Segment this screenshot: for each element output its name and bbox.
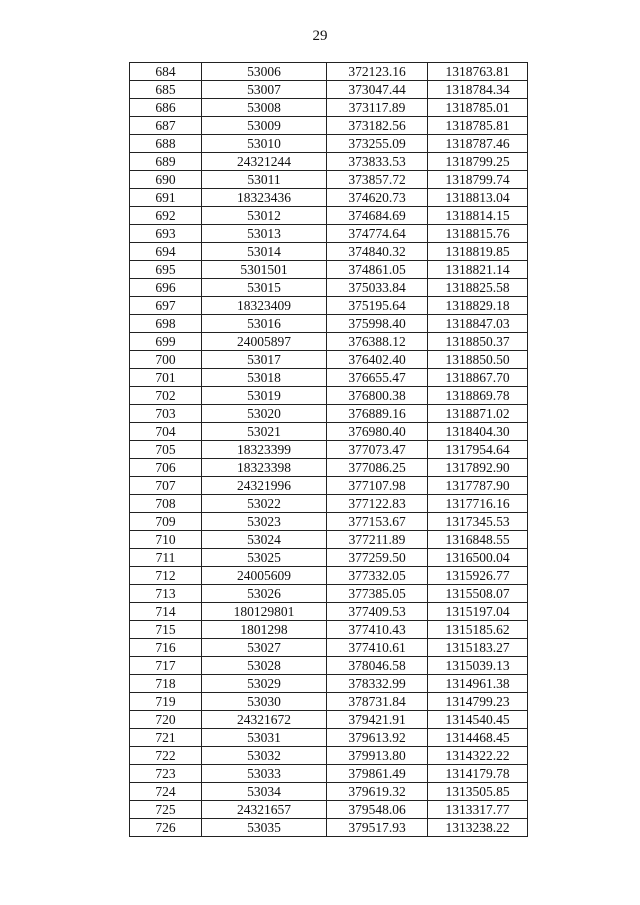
point-number-cell: 713: [130, 585, 202, 603]
point-number-cell: 703: [130, 405, 202, 423]
point-number-cell: 706: [130, 459, 202, 477]
y-coordinate-cell: 1318404.30: [428, 423, 528, 441]
x-coordinate-cell: 378332.99: [327, 675, 428, 693]
point-number-cell: 718: [130, 675, 202, 693]
point-id-cell: 53016: [202, 315, 327, 333]
x-coordinate-cell: 373255.09: [327, 135, 428, 153]
point-number-cell: 708: [130, 495, 202, 513]
table-row: [130, 675, 528, 693]
x-coordinate-cell: 377073.47: [327, 441, 428, 459]
y-coordinate-cell: 1318869.78: [428, 387, 528, 405]
point-number-cell: 726: [130, 819, 202, 837]
point-id-cell: 53029: [202, 675, 327, 693]
point-number-cell: 711: [130, 549, 202, 567]
x-coordinate-cell: 374840.32: [327, 243, 428, 261]
y-coordinate-cell: 1317716.16: [428, 495, 528, 513]
table-row: [130, 423, 528, 441]
table-row: [130, 711, 528, 729]
point-number-cell: 712: [130, 567, 202, 585]
point-id-cell: 53023: [202, 513, 327, 531]
table-row: [130, 171, 528, 189]
point-number-cell: 688: [130, 135, 202, 153]
x-coordinate-cell: 377153.67: [327, 513, 428, 531]
x-coordinate-cell: 379861.49: [327, 765, 428, 783]
point-id-cell: 53007: [202, 81, 327, 99]
y-coordinate-cell: 1318819.85: [428, 243, 528, 261]
x-coordinate-cell: 377211.89: [327, 531, 428, 549]
point-id-cell: 53027: [202, 639, 327, 657]
point-number-cell: 723: [130, 765, 202, 783]
point-id-cell: 53009: [202, 117, 327, 135]
x-coordinate-cell: 376388.12: [327, 333, 428, 351]
y-coordinate-cell: 1317345.53: [428, 513, 528, 531]
y-coordinate-cell: 1317954.64: [428, 441, 528, 459]
point-id-cell: 18323436: [202, 189, 327, 207]
y-coordinate-cell: 1315185.62: [428, 621, 528, 639]
point-number-cell: 716: [130, 639, 202, 657]
point-id-cell: 53030: [202, 693, 327, 711]
table-row: [130, 63, 528, 81]
point-number-cell: 697: [130, 297, 202, 315]
table-row: [130, 297, 528, 315]
point-id-cell: 53028: [202, 657, 327, 675]
point-id-cell: 180129801: [202, 603, 327, 621]
x-coordinate-cell: 377332.05: [327, 567, 428, 585]
y-coordinate-cell: 1314540.45: [428, 711, 528, 729]
table-row: [130, 135, 528, 153]
point-number-cell: 719: [130, 693, 202, 711]
point-id-cell: 53022: [202, 495, 327, 513]
y-coordinate-cell: 1318871.02: [428, 405, 528, 423]
point-number-cell: 685: [130, 81, 202, 99]
point-id-cell: 24321996: [202, 477, 327, 495]
y-coordinate-cell: 1318799.25: [428, 153, 528, 171]
point-id-cell: 53021: [202, 423, 327, 441]
table-row: [130, 225, 528, 243]
table-row: [130, 441, 528, 459]
table-row: [130, 549, 528, 567]
point-number-cell: 705: [130, 441, 202, 459]
point-number-cell: 687: [130, 117, 202, 135]
point-id-cell: 53017: [202, 351, 327, 369]
table-row: [130, 747, 528, 765]
y-coordinate-cell: 1318799.74: [428, 171, 528, 189]
y-coordinate-cell: 1314799.23: [428, 693, 528, 711]
x-coordinate-cell: 379913.80: [327, 747, 428, 765]
x-coordinate-cell: 379517.93: [327, 819, 428, 837]
x-coordinate-cell: 375998.40: [327, 315, 428, 333]
point-number-cell: 717: [130, 657, 202, 675]
point-number-cell: 689: [130, 153, 202, 171]
table-row: [130, 333, 528, 351]
y-coordinate-cell: 1314322.22: [428, 747, 528, 765]
y-coordinate-cell: 1318850.37: [428, 333, 528, 351]
point-id-cell: 53010: [202, 135, 327, 153]
x-coordinate-cell: 373117.89: [327, 99, 428, 117]
point-id-cell: 18323399: [202, 441, 327, 459]
y-coordinate-cell: 1313505.85: [428, 783, 528, 801]
point-id-cell: 53026: [202, 585, 327, 603]
point-number-cell: 695: [130, 261, 202, 279]
point-number-cell: 725: [130, 801, 202, 819]
y-coordinate-cell: 1313317.77: [428, 801, 528, 819]
y-coordinate-cell: 1314468.45: [428, 729, 528, 747]
x-coordinate-cell: 377086.25: [327, 459, 428, 477]
y-coordinate-cell: 1318814.15: [428, 207, 528, 225]
page-number: 29: [312, 28, 328, 44]
point-id-cell: 53020: [202, 405, 327, 423]
y-coordinate-cell: 1318785.01: [428, 99, 528, 117]
y-coordinate-cell: 1318815.76: [428, 225, 528, 243]
x-coordinate-cell: 379613.92: [327, 729, 428, 747]
x-coordinate-cell: 377410.43: [327, 621, 428, 639]
x-coordinate-cell: 373047.44: [327, 81, 428, 99]
point-number-cell: 722: [130, 747, 202, 765]
point-id-cell: 18323409: [202, 297, 327, 315]
x-coordinate-cell: 379619.32: [327, 783, 428, 801]
point-number-cell: 714: [130, 603, 202, 621]
table-row: [130, 783, 528, 801]
point-number-cell: 699: [130, 333, 202, 351]
point-number-cell: 724: [130, 783, 202, 801]
table-row: [130, 459, 528, 477]
x-coordinate-cell: 377410.61: [327, 639, 428, 657]
table-row: [130, 567, 528, 585]
point-id-cell: 53018: [202, 369, 327, 387]
table-row: [130, 819, 528, 837]
point-number-cell: 701: [130, 369, 202, 387]
coordinates-table: [129, 62, 528, 837]
y-coordinate-cell: 1316848.55: [428, 531, 528, 549]
table-row: [130, 99, 528, 117]
point-id-cell: 24005897: [202, 333, 327, 351]
y-coordinate-cell: 1315508.07: [428, 585, 528, 603]
y-coordinate-cell: 1318785.81: [428, 117, 528, 135]
x-coordinate-cell: 375195.64: [327, 297, 428, 315]
point-number-cell: 720: [130, 711, 202, 729]
point-number-cell: 710: [130, 531, 202, 549]
y-coordinate-cell: 1314179.78: [428, 765, 528, 783]
x-coordinate-cell: 377107.98: [327, 477, 428, 495]
y-coordinate-cell: 1315183.27: [428, 639, 528, 657]
x-coordinate-cell: 372123.16: [327, 63, 428, 81]
y-coordinate-cell: 1318867.70: [428, 369, 528, 387]
y-coordinate-cell: 1318825.58: [428, 279, 528, 297]
table-row: [130, 315, 528, 333]
point-number-cell: 721: [130, 729, 202, 747]
point-id-cell: 18323398: [202, 459, 327, 477]
table-row: [130, 495, 528, 513]
point-id-cell: 53014: [202, 243, 327, 261]
table-row: [130, 243, 528, 261]
x-coordinate-cell: 377409.53: [327, 603, 428, 621]
x-coordinate-cell: 374620.73: [327, 189, 428, 207]
x-coordinate-cell: 373833.53: [327, 153, 428, 171]
point-id-cell: 53031: [202, 729, 327, 747]
table-row: [130, 513, 528, 531]
x-coordinate-cell: 375033.84: [327, 279, 428, 297]
table-row: [130, 189, 528, 207]
point-number-cell: 709: [130, 513, 202, 531]
table-row: [130, 405, 528, 423]
point-id-cell: 53013: [202, 225, 327, 243]
table-body: [130, 63, 528, 837]
x-coordinate-cell: 378046.58: [327, 657, 428, 675]
point-id-cell: 53025: [202, 549, 327, 567]
point-id-cell: 53012: [202, 207, 327, 225]
table-row: [130, 279, 528, 297]
point-number-cell: 690: [130, 171, 202, 189]
point-id-cell: 53034: [202, 783, 327, 801]
table-row: [130, 387, 528, 405]
table-row: [130, 801, 528, 819]
point-number-cell: 707: [130, 477, 202, 495]
y-coordinate-cell: 1318813.04: [428, 189, 528, 207]
point-number-cell: 684: [130, 63, 202, 81]
y-coordinate-cell: 1318784.34: [428, 81, 528, 99]
point-number-cell: 686: [130, 99, 202, 117]
table-row: [130, 639, 528, 657]
y-coordinate-cell: 1318847.03: [428, 315, 528, 333]
y-coordinate-cell: 1315197.04: [428, 603, 528, 621]
point-id-cell: 53015: [202, 279, 327, 297]
x-coordinate-cell: 377122.83: [327, 495, 428, 513]
x-coordinate-cell: 376800.38: [327, 387, 428, 405]
x-coordinate-cell: 376980.40: [327, 423, 428, 441]
point-number-cell: 702: [130, 387, 202, 405]
point-id-cell: 24005609: [202, 567, 327, 585]
x-coordinate-cell: 378731.84: [327, 693, 428, 711]
point-id-cell: 53011: [202, 171, 327, 189]
point-id-cell: 53024: [202, 531, 327, 549]
x-coordinate-cell: 379548.06: [327, 801, 428, 819]
table-row: [130, 729, 528, 747]
point-id-cell: 1801298: [202, 621, 327, 639]
point-number-cell: 700: [130, 351, 202, 369]
x-coordinate-cell: 377259.50: [327, 549, 428, 567]
point-id-cell: 24321244: [202, 153, 327, 171]
x-coordinate-cell: 374684.69: [327, 207, 428, 225]
table-row: [130, 207, 528, 225]
y-coordinate-cell: 1318829.18: [428, 297, 528, 315]
y-coordinate-cell: 1318821.14: [428, 261, 528, 279]
point-id-cell: 53019: [202, 387, 327, 405]
x-coordinate-cell: 377385.05: [327, 585, 428, 603]
point-number-cell: 693: [130, 225, 202, 243]
point-number-cell: 698: [130, 315, 202, 333]
y-coordinate-cell: 1317787.90: [428, 477, 528, 495]
y-coordinate-cell: 1318763.81: [428, 63, 528, 81]
y-coordinate-cell: 1317892.90: [428, 459, 528, 477]
table-row: [130, 621, 528, 639]
x-coordinate-cell: 373857.72: [327, 171, 428, 189]
y-coordinate-cell: 1318787.46: [428, 135, 528, 153]
y-coordinate-cell: 1315926.77: [428, 567, 528, 585]
x-coordinate-cell: 376402.40: [327, 351, 428, 369]
point-id-cell: 53006: [202, 63, 327, 81]
table-row: [130, 531, 528, 549]
table-row: [130, 261, 528, 279]
y-coordinate-cell: 1314961.38: [428, 675, 528, 693]
x-coordinate-cell: 379421.91: [327, 711, 428, 729]
table-row: [130, 153, 528, 171]
table-row: [130, 693, 528, 711]
point-id-cell: 24321657: [202, 801, 327, 819]
point-number-cell: 704: [130, 423, 202, 441]
point-id-cell: 53033: [202, 765, 327, 783]
y-coordinate-cell: 1318850.50: [428, 351, 528, 369]
point-id-cell: 53035: [202, 819, 327, 837]
y-coordinate-cell: 1316500.04: [428, 549, 528, 567]
y-coordinate-cell: 1313238.22: [428, 819, 528, 837]
table-row: [130, 369, 528, 387]
table-row: [130, 585, 528, 603]
point-number-cell: 715: [130, 621, 202, 639]
point-number-cell: 694: [130, 243, 202, 261]
point-id-cell: 53008: [202, 99, 327, 117]
point-id-cell: 5301501: [202, 261, 327, 279]
table-row: [130, 117, 528, 135]
point-number-cell: 691: [130, 189, 202, 207]
table-row: [130, 657, 528, 675]
table-row: [130, 351, 528, 369]
x-coordinate-cell: 373182.56: [327, 117, 428, 135]
point-id-cell: 24321672: [202, 711, 327, 729]
table-row: [130, 81, 528, 99]
x-coordinate-cell: 374861.05: [327, 261, 428, 279]
x-coordinate-cell: 376655.47: [327, 369, 428, 387]
table-row: [130, 477, 528, 495]
table-row: [130, 603, 528, 621]
table-row: [130, 765, 528, 783]
point-number-cell: 692: [130, 207, 202, 225]
x-coordinate-cell: 376889.16: [327, 405, 428, 423]
point-id-cell: 53032: [202, 747, 327, 765]
point-number-cell: 696: [130, 279, 202, 297]
x-coordinate-cell: 374774.64: [327, 225, 428, 243]
y-coordinate-cell: 1315039.13: [428, 657, 528, 675]
